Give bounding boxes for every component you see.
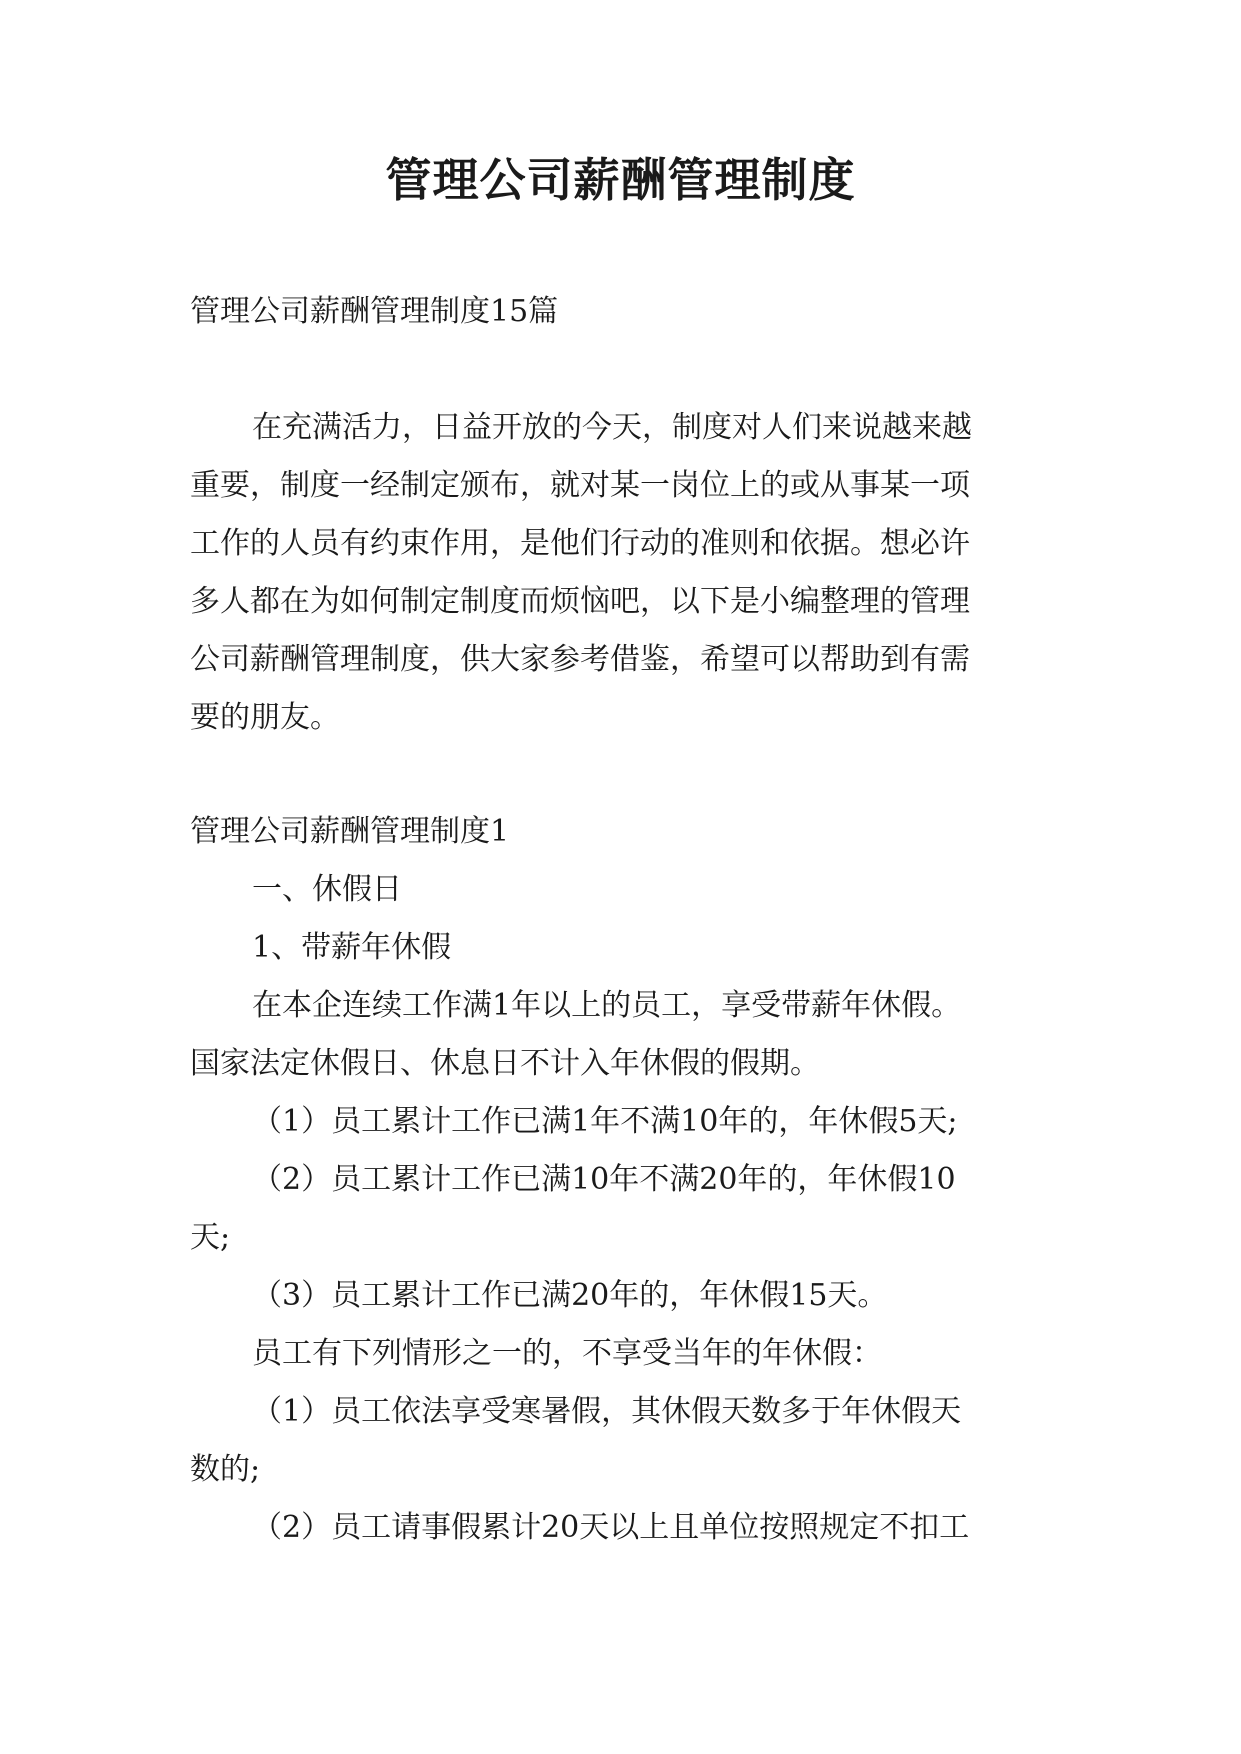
section-line: 数的; <box>190 1452 261 1487</box>
intro-line: 要的朋友。 <box>190 700 340 735</box>
section-line: 在本企连续工作满1年以上的员工，享受带薪年休假。 <box>252 988 962 1023</box>
section-line: （2）员工累计工作已满10年不满20年的，年休假10 <box>252 1162 956 1197</box>
section-line: （1）员工累计工作已满1年不满10年的，年休假5天; <box>252 1104 958 1139</box>
intro-line: 多人都在为如何制定制度而烦恼吧，以下是小编整理的管理 <box>190 584 970 619</box>
section-line: 一、休假日 <box>252 872 402 907</box>
intro-line: 公司薪酬管理制度，供大家参考借鉴，希望可以帮助到有需 <box>190 642 970 677</box>
section-line: （3）员工累计工作已满20年的，年休假15天。 <box>252 1278 888 1313</box>
section-line: 员工有下列情形之一的，不享受当年的年休假： <box>252 1336 882 1371</box>
intro-line: 重要，制度一经制定颁布，就对某一岗位上的或从事某一项 <box>190 468 970 503</box>
intro-line: 工作的人员有约束作用，是他们行动的准则和依据。想必许 <box>190 526 970 561</box>
section-line: 1、带薪年休假 <box>252 930 452 965</box>
document-title: 管理公司薪酬管理制度 <box>385 153 856 207</box>
section-line: （2）员工请事假累计20天以上且单位按照规定不扣工 <box>252 1510 970 1545</box>
intro-line: 在充满活力，日益开放的今天，制度对人们来说越来越 <box>252 410 972 445</box>
section-heading: 管理公司薪酬管理制度1 <box>190 814 510 849</box>
section-line: 天; <box>190 1220 231 1255</box>
document-subtitle: 管理公司薪酬管理制度15篇 <box>190 294 559 329</box>
section-line: 国家法定休假日、休息日不计入年休假的假期。 <box>190 1046 820 1081</box>
section-line: （1）员工依法享受寒暑假，其休假天数多于年休假天 <box>252 1394 962 1429</box>
